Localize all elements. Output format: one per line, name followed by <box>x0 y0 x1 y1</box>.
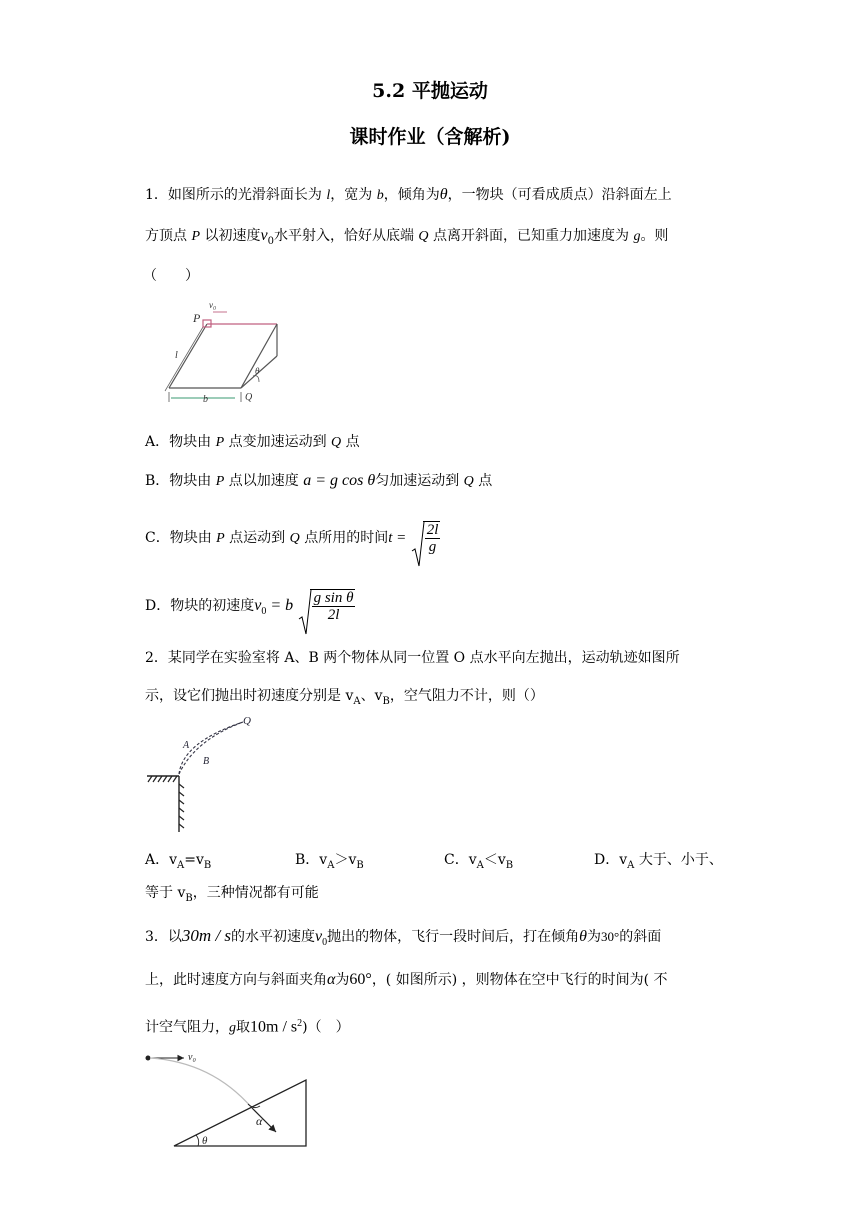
q2-line-1: 2．某同学在实验室将 A、B 两个物体从同一位置 O 点水平向左抛出，运动轨迹如图所 <box>145 650 680 666</box>
q1-fig-label-theta: θ <box>255 366 260 376</box>
q3-line-3: 计空气阻力，g取$10m / s^2$)（ ） <box>145 1018 350 1036</box>
q1-option-a: A．物块由 P 点变加速运动到 Q 点 <box>145 434 360 450</box>
q1-answer-bracket: （ ） <box>143 268 199 284</box>
q1-line-2: 方顶点 P 以初速度$v_0$水平射入，恰好从底端 Q 点离开斜面，已知重力加速度为 g。则 <box>145 227 669 247</box>
q3-fig-label-alpha: α <box>256 1114 263 1128</box>
q1-line-1: 1．如图所示的光滑斜面长为 l，宽为 b，倾角为θ，一物块（可看成质点）沿斜面左上 <box>145 186 672 203</box>
q1-fig-label-b: b <box>203 394 208 405</box>
q2-figure-trajectories <box>143 712 263 836</box>
q3-fig-label-v0: v₀ <box>188 1052 196 1063</box>
q1-option-d-sqrt: $\frac{\text{g sin θ}}{2l}$ <box>298 589 356 623</box>
q3-line-1: 3．以30m / s的水平初速度$v_0$抛出的物体，飞行一段时间后，打在倾角θ为30°的斜面 <box>145 926 662 948</box>
q1-fig-label-v0: v₀ <box>209 300 217 310</box>
q2-fig-label-Q: Q <box>243 715 251 727</box>
q2-option-d: D．$v_A$ 大于、小于、 <box>594 852 723 871</box>
q3-line-2: 上，此时速度方向与斜面夹角α为60°，( 如图所示) ，则物体在空中飞行的时间为( 不 <box>145 971 668 988</box>
q1-fig-label-Q: Q <box>245 392 253 403</box>
q2-option-d-continued: 等于 $v_B$，三种情况都有可能 <box>145 885 319 904</box>
q2-option-b: B．$v_A>v_B$ <box>295 852 364 871</box>
q2-fig-label-A: A <box>183 740 190 751</box>
q2-option-a: A．$v_A=v_B$ <box>145 852 212 871</box>
q1-option-b: B．物块由 P 点以加速度 a = g cos θ匀加速运动到 Q 点 <box>145 472 493 489</box>
q2-fig-label-B: B <box>203 756 210 767</box>
q1-option-c: C．物块由 P 点运动到 Q 点所用的时间t = $\frac{2l}{g}$ <box>145 512 725 564</box>
q1-fig-label-P: P <box>193 311 201 325</box>
page-title: 5.2 平抛运动 <box>372 80 488 102</box>
q1-option-c-sqrt: $\frac{2l}{g}$ <box>411 521 441 555</box>
q2-option-c: C．$v_A<v_B$ <box>444 852 514 871</box>
q3-fig-label-theta: θ <box>202 1135 208 1147</box>
page-subtitle: 课时作业（含解析) <box>349 126 511 148</box>
q1-fig-label-l: l <box>175 350 178 361</box>
q2-line-2: 示，设它们抛出时初速度分别是 $v_A$、$v_B$，空气阻力不计，则（） <box>145 688 544 707</box>
q1-figure-incline <box>155 296 305 406</box>
q3-figure-projectile-incline <box>140 1046 320 1156</box>
q1-option-d: D．物块的初速度$v_0 = b$ $\frac{\text{g sin θ}}{2l}$ <box>145 580 725 632</box>
